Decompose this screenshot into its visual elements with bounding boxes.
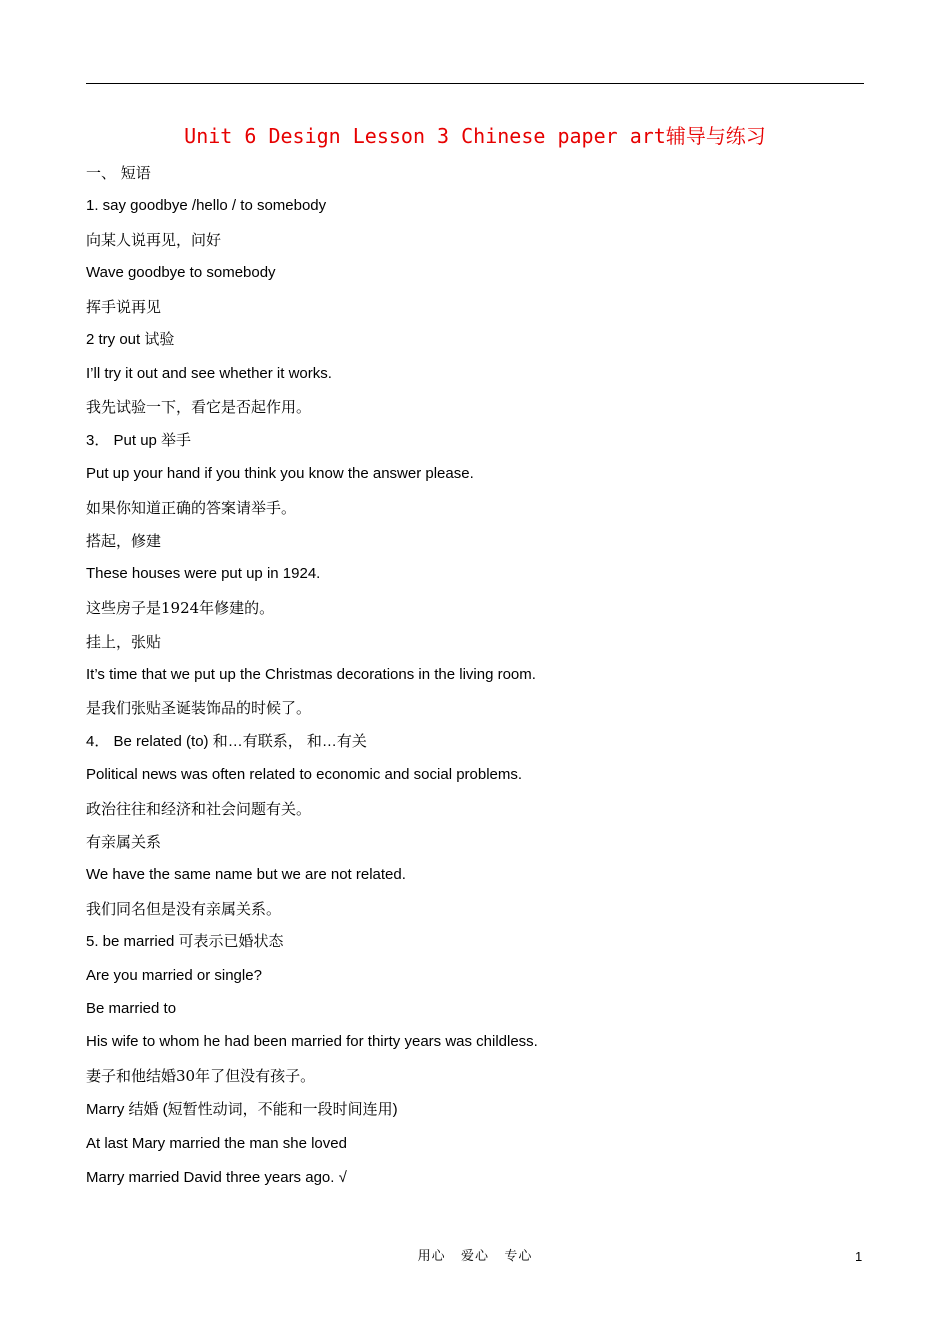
phrase-line: 3． Put up 举手: [86, 432, 192, 449]
phrase-line: Be married to: [86, 1000, 177, 1017]
phrase-line: 4． Be related (to) 和…有联系， 和…有关: [86, 733, 367, 750]
example-line: We have the same name but we are not related.: [86, 866, 406, 883]
example-line: Marry married David three years ago. √: [86, 1169, 347, 1186]
translation-line: 我们同名但是没有亲属关系。: [86, 900, 282, 918]
example-line: Put up your hand if you think you know the answer please.: [86, 465, 474, 482]
translation-line: 向某人说再见，问好: [86, 231, 222, 249]
meaning-line: 搭起，修建: [86, 532, 162, 550]
meaning-line: 挂上，张贴: [86, 633, 162, 651]
translation-line: 妻子和他结婚30年了但没有孩子。: [86, 1067, 316, 1085]
phrase-line: 1. say goodbye /hello / to somebody: [86, 197, 327, 214]
meaning-line: 有亲属关系: [86, 833, 162, 851]
section-heading: 一、 短语: [86, 164, 151, 182]
phrase-line: 2 try out 试验: [86, 331, 175, 348]
example-line: Are you married or single?: [86, 967, 262, 984]
translation-line: 是我们张贴圣诞装饰品的时候了。: [86, 699, 312, 717]
translation-line: 我先试验一下，看它是否起作用。: [86, 398, 312, 416]
example-line: At last Mary married the man she loved: [86, 1135, 347, 1152]
example-line: It’s time that we put up the Christmas decorations in the living room.: [86, 666, 536, 683]
phrase-line: Wave goodbye to somebody: [86, 264, 276, 281]
example-line: These houses were put up in 1924.: [86, 565, 321, 582]
document-title: Unit 6 Design Lesson 3 Chinese paper art辅导与练习: [184, 124, 766, 148]
translation-line: 这些房子是1924年修建的。: [86, 599, 275, 617]
example-line: I’ll try it out and see whether it works.: [86, 365, 332, 382]
translation-line: 挥手说再见: [86, 298, 162, 316]
example-line: His wife to whom he had been married for thirty years was childless.: [86, 1033, 538, 1050]
translation-line: 政治往往和经济和社会问题有关。: [86, 800, 312, 818]
translation-line: 如果你知道正确的答案请举手。: [86, 499, 297, 517]
phrase-line: Marry 结婚 (短暂性动词，不能和一段时间连用): [86, 1101, 398, 1118]
example-line: Political news was often related to economic and social problems.: [86, 766, 523, 783]
footer-motto: 用心 爱心 专心: [417, 1249, 533, 1264]
phrase-line: 5. be married 可表示已婚状态: [86, 933, 284, 950]
header-rule: [86, 83, 864, 84]
page-number: 1: [855, 1249, 863, 1264]
